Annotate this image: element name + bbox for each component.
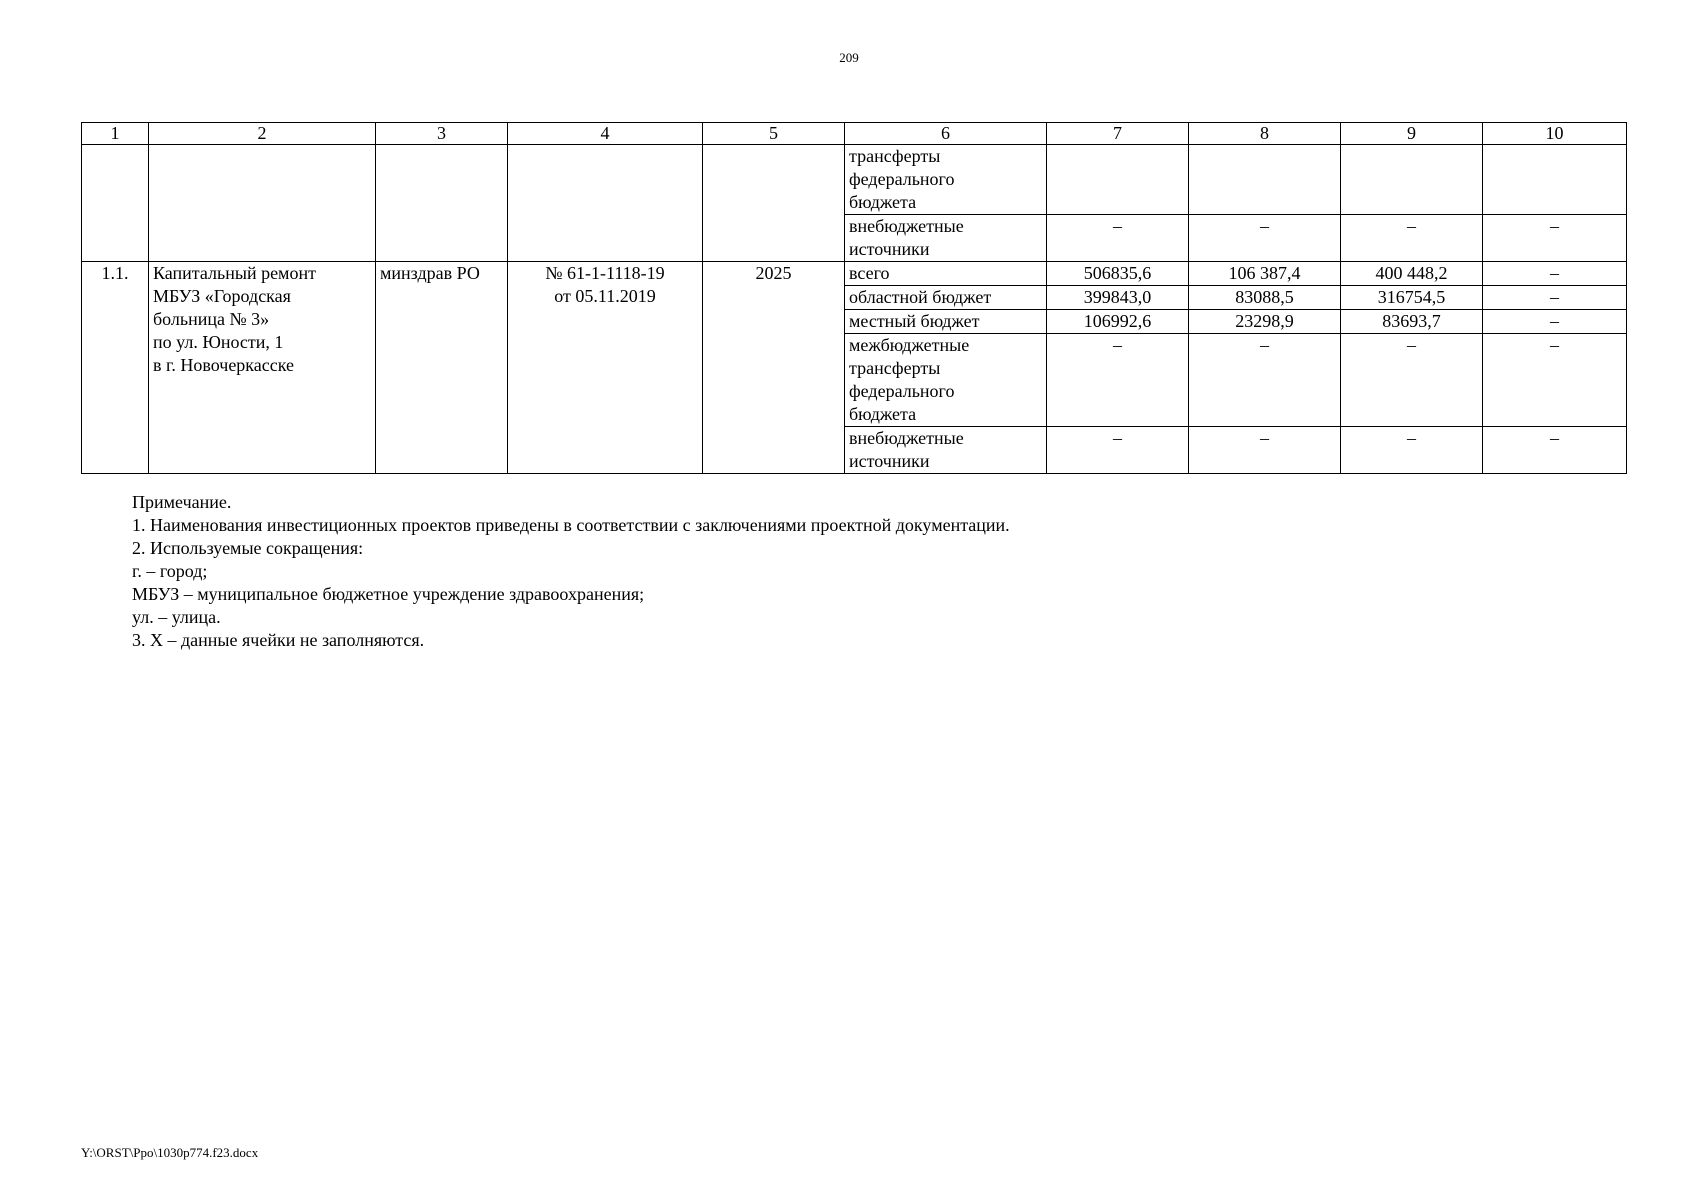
note-line: 1. Наименования инвестиционных проектов приведены в соответствии с заключениями проектной документации. <box>132 515 1010 535</box>
table-row <box>82 145 1627 215</box>
column-header: 9 <box>1341 123 1483 145</box>
document-cell: № 61-1-1118-19 от 05.11.2019 <box>508 262 703 474</box>
note-line: 2. Используемые сокращения: <box>132 538 364 558</box>
funding-source-cell: внебюджетные источники <box>845 215 1047 262</box>
value-cell: – <box>1483 215 1627 262</box>
value-cell: 106 387,4 <box>1189 262 1341 286</box>
column-header: 5 <box>703 123 845 145</box>
funding-source-cell: внебюджетные источники <box>845 427 1047 474</box>
funding-source-cell: местный бюджет <box>845 310 1047 334</box>
column-header: 8 <box>1189 123 1341 145</box>
value-cell: 106992,6 <box>1047 310 1189 334</box>
footer-file-path: Y:\ORST\Ppo\1030p774.f23.docx <box>81 1145 259 1160</box>
investment-table <box>81 122 1627 474</box>
value-cell: 23298,9 <box>1189 310 1341 334</box>
value-cell: – <box>1341 334 1483 427</box>
value-cell: – <box>1047 215 1189 262</box>
value-cell: 400 448,2 <box>1341 262 1483 286</box>
value-cell <box>1483 145 1627 215</box>
value-cell: – <box>1341 215 1483 262</box>
column-header: 6 <box>845 123 1047 145</box>
column-header: 4 <box>508 123 703 145</box>
value-cell: – <box>1483 427 1627 474</box>
year-cell: 2025 <box>703 262 845 474</box>
column-header: 10 <box>1483 123 1627 145</box>
value-cell: 506835,6 <box>1047 262 1189 286</box>
value-cell <box>1189 145 1341 215</box>
notes-block <box>132 491 1010 652</box>
funding-source-cell: трансферты федерального бюджета <box>845 145 1047 215</box>
funding-source-cell: всего <box>845 262 1047 286</box>
value-cell: 316754,5 <box>1341 286 1483 310</box>
value-cell: – <box>1189 427 1341 474</box>
page-number: 209 <box>839 50 859 65</box>
column-header: 1 <box>82 123 149 145</box>
value-cell: 83693,7 <box>1341 310 1483 334</box>
value-cell <box>1341 145 1483 215</box>
item-number-cell: 1.1. <box>82 262 149 474</box>
value-cell: 83088,5 <box>1189 286 1341 310</box>
note-line: 3. Х – данные ячейки не заполняются. <box>132 630 425 650</box>
empty-cell <box>508 145 703 262</box>
customer-cell: минздрав РО <box>376 262 508 474</box>
column-header: 7 <box>1047 123 1189 145</box>
notes-heading: Примечание. <box>132 492 232 512</box>
value-cell: – <box>1483 310 1627 334</box>
empty-cell <box>82 145 149 262</box>
value-cell: – <box>1341 427 1483 474</box>
empty-cell <box>149 145 376 262</box>
value-cell: – <box>1189 215 1341 262</box>
value-cell: – <box>1189 334 1341 427</box>
table-row <box>82 262 1627 286</box>
value-cell <box>1047 145 1189 215</box>
header-row <box>82 123 1627 145</box>
note-line: г. – город; <box>132 561 208 581</box>
column-header: 2 <box>149 123 376 145</box>
funding-source-cell: областной бюджет <box>845 286 1047 310</box>
funding-source-cell: межбюджетные трансферты федерального бюджета <box>845 334 1047 427</box>
empty-cell <box>703 145 845 262</box>
note-line: МБУЗ – муниципальное бюджетное учреждение здравоохранения; <box>132 584 645 604</box>
item-name-cell: Капитальный ремонт МБУЗ «Городская больница № 3» по ул. Юности, 1 в г. Новочеркасске <box>149 262 376 474</box>
value-cell: – <box>1047 334 1189 427</box>
column-header: 3 <box>376 123 508 145</box>
value-cell: – <box>1483 286 1627 310</box>
value-cell: – <box>1047 427 1189 474</box>
empty-cell <box>376 145 508 262</box>
value-cell: – <box>1483 334 1627 427</box>
value-cell: – <box>1483 262 1627 286</box>
value-cell: 399843,0 <box>1047 286 1189 310</box>
note-line: ул. – улица. <box>132 607 221 627</box>
